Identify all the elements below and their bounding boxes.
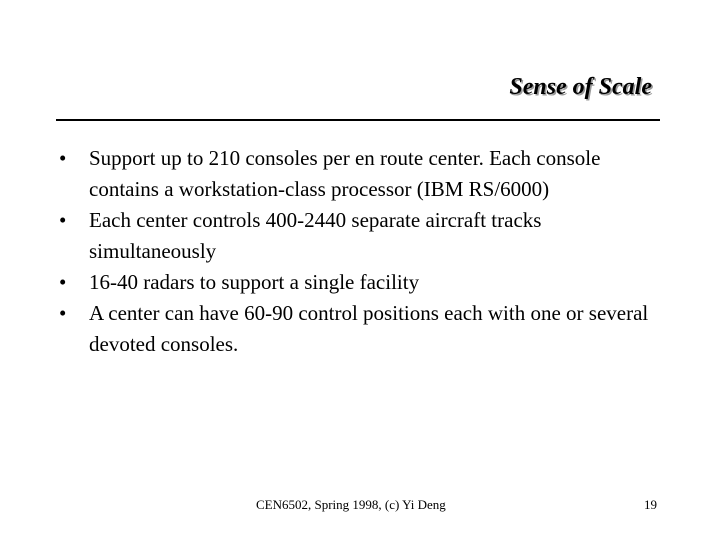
- bullet-icon: •: [59, 301, 67, 325]
- slide-title: Sense of Scale: [509, 74, 652, 100]
- footer-text: CEN6502, Spring 1998, (c) Yi Deng: [256, 497, 446, 512]
- bullet-text-4: A center can have 60-90 control positions each with one or several devoted consoles.: [89, 301, 649, 356]
- page-number: 19: [644, 497, 657, 512]
- bullet-text-3: 16-40 radars to support a single facility: [89, 270, 420, 294]
- title-divider: [56, 119, 660, 121]
- bullet-icon: •: [59, 146, 67, 170]
- bullet-icon: •: [59, 270, 67, 294]
- bullet-list: [56, 143, 666, 360]
- bullet-item-4: [56, 298, 666, 360]
- bullet-text-2: Each center controls 400-2440 separate aircraft tracks simultaneously: [89, 208, 542, 263]
- bullet-icon: •: [59, 208, 67, 232]
- bullet-item-1: [56, 143, 666, 205]
- bullet-item-2: [56, 205, 666, 267]
- bullet-item-3: [56, 267, 666, 298]
- bullet-text-1: Support up to 210 consoles per en route center. Each console contains a workstation-class processor (IBM RS/6000): [89, 146, 601, 201]
